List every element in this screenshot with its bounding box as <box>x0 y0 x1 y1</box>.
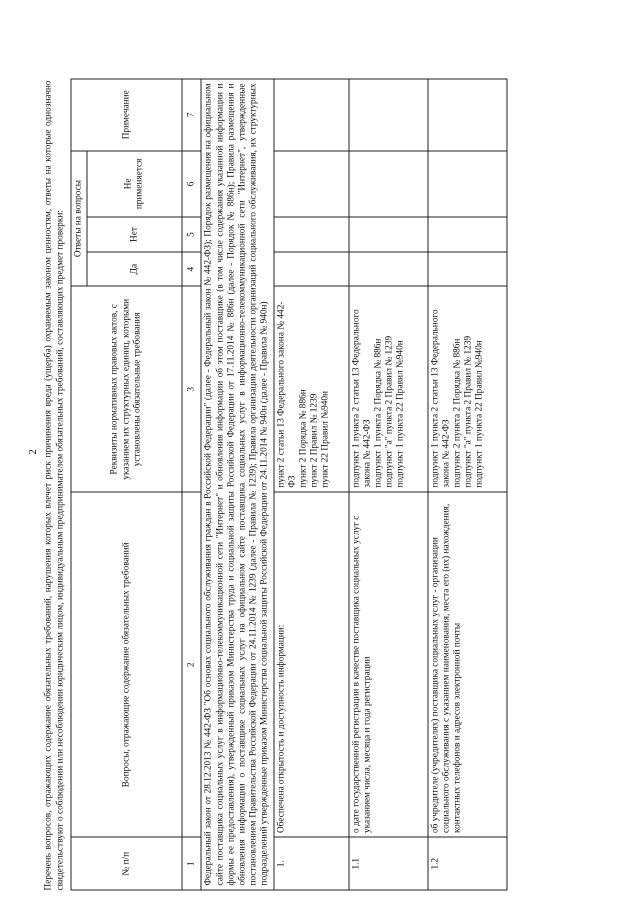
checklist-table <box>71 79 507 891</box>
answer-na-cell[interactable] <box>428 151 507 218</box>
row-num: 1.1 <box>349 837 428 890</box>
law-text: Федеральный закон от 28.12.2013 № 442-ФЗ "Об основах социального обслуживания граждан в Российской Федерации" (далее - Федеральный закон № 442-ФЗ); Порядок размещения на официальном сайте поставщика социальных услуг в информационно-телекоммуникационной сети "Интернет" и обновления информации об этом поставщике (в том числе содержания указанной информации и формы ее предоставления), утвержденный приказом Министерства труда и социальной защиты Российской Федерации от 17.11.2014 № 886н (далее - Порядок № 886н); Правила размещения и обновления информации о поставщике социальных услуг на официальном сайте поставщика социальных услуг в информационно-телекоммуникационной сети "Интернет", утвержденные постановлением Правительства Российской Федерации от 24.11.2014 № 1239 (далее - Правила № 1239); Правила организации деятельности организаций социального обслуживания, их структурных подразделений утвержденные приказом Министерства социальной защиты Российской Федерации от 24.11.2014 № 940н (далее - Правила № 940н) <box>201 79 273 890</box>
header-na: Не применяется <box>87 151 182 218</box>
colnum: 3 <box>182 286 201 492</box>
table-row <box>274 79 349 890</box>
table-row <box>349 79 428 890</box>
colnum: 7 <box>182 79 201 151</box>
answer-no-cell[interactable] <box>428 217 507 252</box>
document-sheet <box>44 51 629 891</box>
header-yes: Да <box>87 252 182 287</box>
row-refs: пункт 2 статьи 13 Федерального закона № 442-ФЗ пункт 2 Порядка № 886н пункт 2 Правил № 1239 пункт 22 Правил №940н <box>274 286 349 492</box>
row-num: 1.2 <box>428 837 507 890</box>
page-number: 2 <box>26 449 39 455</box>
header-refs: Реквизиты нормативных правовых актов, с указанием их структурных единиц, которыми установлены обязательные требования <box>71 286 182 492</box>
answer-yes-cell[interactable] <box>349 252 428 287</box>
header-note: Примечание <box>71 79 182 151</box>
answer-yes-cell[interactable] <box>274 252 349 287</box>
answer-no-cell[interactable] <box>274 217 349 252</box>
colnum: 5 <box>182 217 201 252</box>
header-no: Нет <box>87 217 182 252</box>
row-refs: подпункт 1 пункта 2 статьи 13 Федерального закона № 442-ФЗ подпункт 2 пункта 2 Порядка № 886н подпункт "а" пункта 2 Правил № 1239 подпункт 1 пункта 22 Правил №940н <box>428 286 507 492</box>
colnum: 4 <box>182 252 201 287</box>
answer-no-cell[interactable] <box>349 217 428 252</box>
answer-na-cell[interactable] <box>349 151 428 218</box>
note-cell[interactable] <box>349 79 428 151</box>
header-question: Вопросы, отражающие содержание обязательных требований <box>71 492 182 837</box>
answer-yes-cell[interactable] <box>428 252 507 287</box>
header-row <box>71 79 87 890</box>
row-num: 1. <box>274 837 349 890</box>
law-row <box>201 79 273 890</box>
answer-na-cell[interactable] <box>274 151 349 218</box>
intro-paragraph: Перечень вопросов, отражающих содержание обязательных требований, нарушения которых влечет риск причинения вреда (ущерба) охраняемым законом ценностям, ответы на которые однозначно свидетельствуют о соблюдении или несоблюдении юридическим лицом, индивидуальным предпринимателем обязательных требований, составляющих предмет проверки: <box>43 80 66 891</box>
header-answers: Ответы на вопросы <box>71 151 87 287</box>
table-row <box>428 79 507 890</box>
note-cell[interactable] <box>428 79 507 151</box>
row-question: о дате государственной регистрации в качестве поставщика социальных услуг с указанием числа, месяца и года регистрации <box>349 492 428 837</box>
row-refs: подпункт 1 пункта 2 статьи 13 Федерального закона № 442-ФЗ подпункт 1 пункта 2 Порядка № 886н подпункт "а" пункта 2 Правил № 1239 подпункт 1 пункта 22 Правил №940н <box>349 286 428 492</box>
row-question: об учредителе (учредителях) поставщика социальных услуг - организации социального обслуживания с указанием наименования, места его (их) нахождения, контактных телефонов и адресов электронной почты <box>428 492 507 837</box>
colnum: 6 <box>182 151 201 218</box>
column-number-row <box>182 79 201 890</box>
row-question: Обеспечена открытость и доступность информации: <box>274 492 349 837</box>
note-cell[interactable] <box>274 79 349 151</box>
colnum: 1 <box>182 837 201 890</box>
header-num: № п/п <box>71 837 182 890</box>
colnum: 2 <box>182 492 201 837</box>
